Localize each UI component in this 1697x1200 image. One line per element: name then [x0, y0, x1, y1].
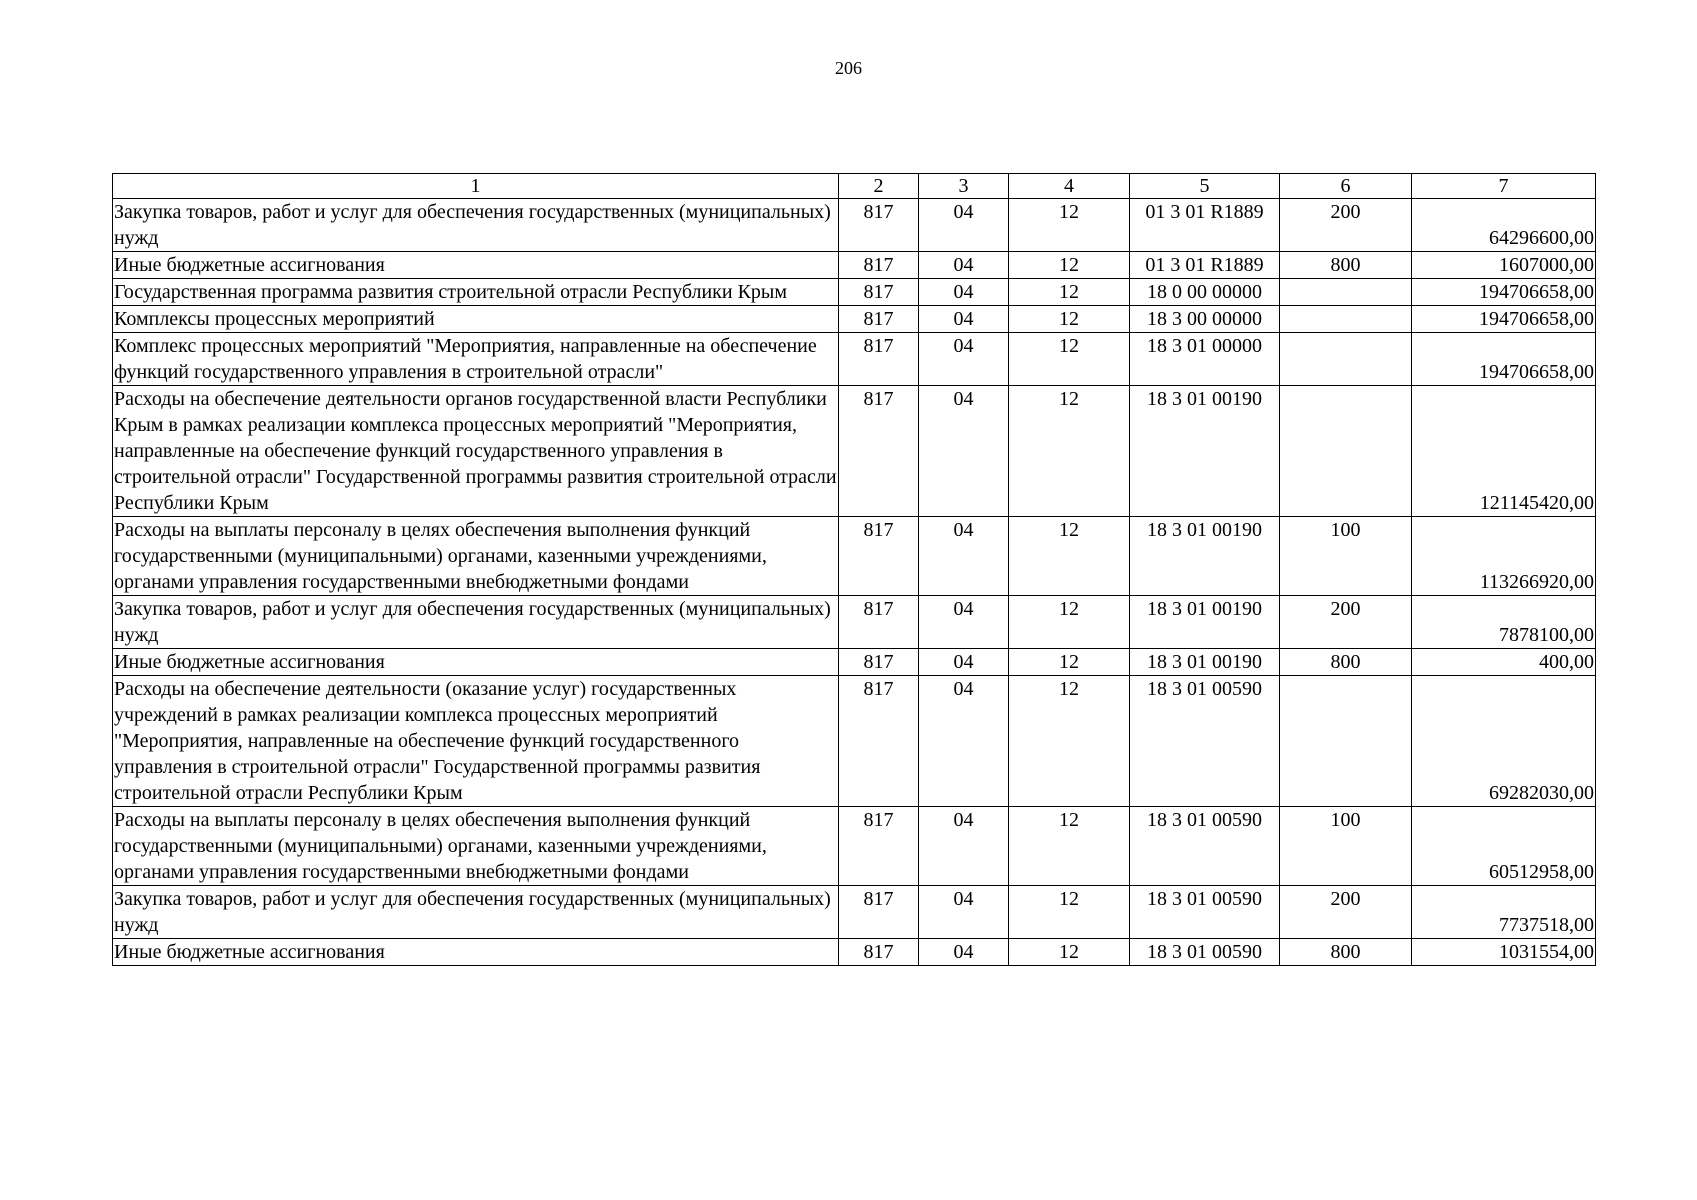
row-code-section: 04	[919, 649, 1009, 676]
row-description: Расходы на обеспечение деятельности (оказание услуг) государственных учреждений в рамках реализации комплекса процессных мероприятий "Мероприятия, направленные на обеспечение функций государственного управления в строительной отрасли" Государственной программы развития строительной отрасли Республики Крым	[113, 676, 839, 807]
row-code-target: 01 3 01 R1889	[1130, 199, 1280, 252]
table-row	[113, 517, 1596, 596]
row-code-subsection: 12	[1009, 807, 1130, 886]
row-code-ministry: 817	[839, 807, 919, 886]
row-code-section: 04	[919, 596, 1009, 649]
table-row	[113, 199, 1596, 252]
row-amount: 1607000,00	[1412, 252, 1596, 279]
row-code-ministry: 817	[839, 199, 919, 252]
row-description: Государственная программа развития строительной отрасли Республики Крым	[113, 279, 839, 306]
row-code-expense-type: 200	[1280, 596, 1412, 649]
row-code-section: 04	[919, 807, 1009, 886]
column-header-1: 1	[113, 174, 839, 199]
row-code-subsection: 12	[1009, 252, 1130, 279]
row-code-subsection: 12	[1009, 386, 1130, 517]
row-amount: 1031554,00	[1412, 939, 1596, 966]
row-description: Закупка товаров, работ и услуг для обеспечения государственных (муниципальных) нужд	[113, 596, 839, 649]
row-code-ministry: 817	[839, 517, 919, 596]
row-code-expense-type	[1280, 279, 1412, 306]
table-row	[113, 676, 1596, 807]
row-amount: 194706658,00	[1412, 306, 1596, 333]
row-code-target: 18 3 01 00190	[1130, 649, 1280, 676]
row-code-ministry: 817	[839, 939, 919, 966]
row-amount: 60512958,00	[1412, 807, 1596, 886]
row-code-subsection: 12	[1009, 939, 1130, 966]
row-amount: 194706658,00	[1412, 279, 1596, 306]
row-code-ministry: 817	[839, 676, 919, 807]
row-code-expense-type: 200	[1280, 199, 1412, 252]
table-row	[113, 649, 1596, 676]
column-header-7: 7	[1412, 174, 1596, 199]
row-code-target: 18 3 00 00000	[1130, 306, 1280, 333]
row-code-ministry: 817	[839, 596, 919, 649]
table-row	[113, 886, 1596, 939]
row-code-subsection: 12	[1009, 596, 1130, 649]
row-code-target: 18 3 01 00590	[1130, 886, 1280, 939]
header-row	[113, 174, 1596, 199]
row-code-subsection: 12	[1009, 676, 1130, 807]
row-code-ministry: 817	[839, 252, 919, 279]
row-description: Иные бюджетные ассигнования	[113, 939, 839, 966]
row-description: Расходы на обеспечение деятельности органов государственной власти Республики Крым в рамках реализации комплекса процессных мероприятий "Мероприятия, направленные на обеспечение функций государственного управления в строительной отрасли" Государственной программы развития строительной отрасли Республики Крым	[113, 386, 839, 517]
row-description: Комплекс процессных мероприятий "Мероприятия, направленные на обеспечение функций государственного управления в строительной отрасли"	[113, 333, 839, 386]
column-header-6: 6	[1280, 174, 1412, 199]
table-row	[113, 279, 1596, 306]
row-code-subsection: 12	[1009, 886, 1130, 939]
row-code-target: 01 3 01 R1889	[1130, 252, 1280, 279]
row-code-ministry: 817	[839, 886, 919, 939]
row-code-expense-type: 200	[1280, 886, 1412, 939]
row-amount: 113266920,00	[1412, 517, 1596, 596]
column-header-2: 2	[839, 174, 919, 199]
row-code-subsection: 12	[1009, 517, 1130, 596]
column-header-4: 4	[1009, 174, 1130, 199]
row-description: Иные бюджетные ассигнования	[113, 252, 839, 279]
row-amount: 7737518,00	[1412, 886, 1596, 939]
row-code-target: 18 3 01 00190	[1130, 596, 1280, 649]
row-amount: 194706658,00	[1412, 333, 1596, 386]
row-code-section: 04	[919, 252, 1009, 279]
column-header-3: 3	[919, 174, 1009, 199]
row-code-subsection: 12	[1009, 306, 1130, 333]
row-code-target: 18 3 01 00590	[1130, 939, 1280, 966]
row-code-subsection: 12	[1009, 333, 1130, 386]
row-code-expense-type: 800	[1280, 939, 1412, 966]
row-code-ministry: 817	[839, 279, 919, 306]
row-code-section: 04	[919, 886, 1009, 939]
table-row	[113, 939, 1596, 966]
row-code-ministry: 817	[839, 649, 919, 676]
row-code-expense-type	[1280, 386, 1412, 517]
row-code-section: 04	[919, 676, 1009, 807]
row-code-section: 04	[919, 306, 1009, 333]
table-row	[113, 596, 1596, 649]
row-code-expense-type	[1280, 306, 1412, 333]
row-code-subsection: 12	[1009, 279, 1130, 306]
table-row	[113, 807, 1596, 886]
row-code-section: 04	[919, 199, 1009, 252]
row-amount: 64296600,00	[1412, 199, 1596, 252]
row-code-section: 04	[919, 386, 1009, 517]
row-amount: 69282030,00	[1412, 676, 1596, 807]
row-code-expense-type: 100	[1280, 807, 1412, 886]
table-row	[113, 386, 1596, 517]
row-code-section: 04	[919, 279, 1009, 306]
row-code-target: 18 3 01 00590	[1130, 807, 1280, 886]
row-description: Расходы на выплаты персоналу в целях обеспечения выполнения функций государственными (муниципальными) органами, казенными учреждениями, органами управления государственными внебюджетными фондами	[113, 517, 839, 596]
row-code-ministry: 817	[839, 386, 919, 517]
row-code-expense-type: 800	[1280, 649, 1412, 676]
page-number: 206	[835, 58, 862, 78]
row-description: Закупка товаров, работ и услуг для обеспечения государственных (муниципальных) нужд	[113, 199, 839, 252]
row-amount: 121145420,00	[1412, 386, 1596, 517]
row-code-subsection: 12	[1009, 649, 1130, 676]
row-code-section: 04	[919, 517, 1009, 596]
table-row	[113, 333, 1596, 386]
table-row	[113, 306, 1596, 333]
row-code-target: 18 3 01 00590	[1130, 676, 1280, 807]
row-code-expense-type	[1280, 333, 1412, 386]
row-code-section: 04	[919, 939, 1009, 966]
row-code-target: 18 3 01 00190	[1130, 386, 1280, 517]
row-code-ministry: 817	[839, 333, 919, 386]
row-amount: 400,00	[1412, 649, 1596, 676]
row-code-ministry: 817	[839, 306, 919, 333]
row-code-target: 18 3 01 00000	[1130, 333, 1280, 386]
row-code-subsection: 12	[1009, 199, 1130, 252]
row-code-expense-type: 800	[1280, 252, 1412, 279]
row-code-target: 18 0 00 00000	[1130, 279, 1280, 306]
table-body	[113, 199, 1596, 966]
budget-table	[112, 173, 1596, 966]
row-code-expense-type: 100	[1280, 517, 1412, 596]
table-row	[113, 252, 1596, 279]
row-description: Комплексы процессных мероприятий	[113, 306, 839, 333]
row-description: Закупка товаров, работ и услуг для обеспечения государственных (муниципальных) нужд	[113, 886, 839, 939]
row-amount: 7878100,00	[1412, 596, 1596, 649]
column-header-5: 5	[1130, 174, 1280, 199]
row-code-section: 04	[919, 333, 1009, 386]
row-code-expense-type	[1280, 676, 1412, 807]
row-description: Иные бюджетные ассигнования	[113, 649, 839, 676]
table-header	[113, 174, 1596, 199]
row-description: Расходы на выплаты персоналу в целях обеспечения выполнения функций государственными (муниципальными) органами, казенными учреждениями, органами управления государственными внебюджетными фондами	[113, 807, 839, 886]
row-code-target: 18 3 01 00190	[1130, 517, 1280, 596]
